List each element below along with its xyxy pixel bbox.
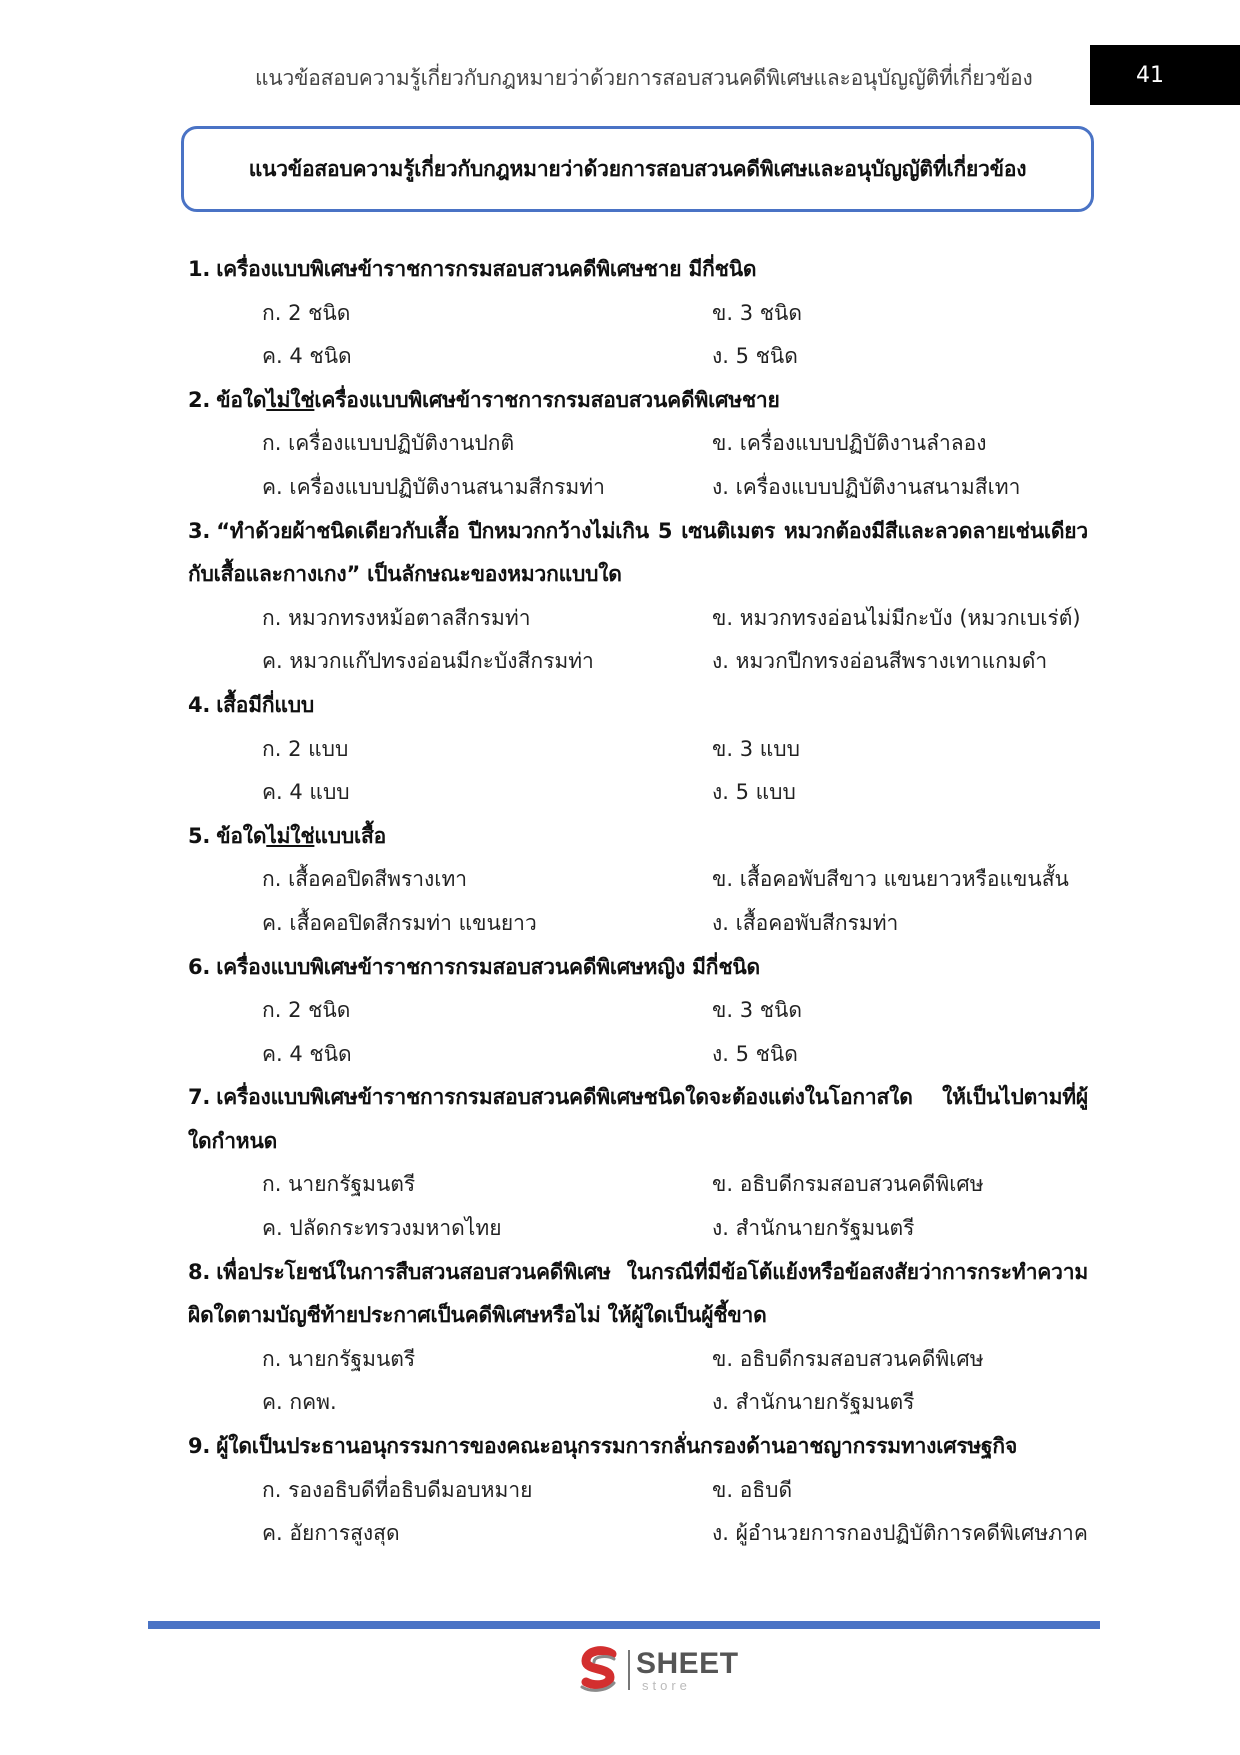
option-row xyxy=(188,1512,1088,1556)
question-stem: “ทำด้วยผ้าชนิดเดียวกับเสื้อ ปีกหมวกกว้างไม่เกิน 5 เซนติเมตร หมวกต้องมีสีและลวดลายเช่นเดียวกับเสื้อและกางเกง” เป็นลักษณะของหมวกแบบใด xyxy=(188,518,1088,587)
question-text xyxy=(188,1076,1088,1163)
question-3 xyxy=(188,510,1088,684)
option-row xyxy=(188,1033,1088,1077)
question-stem: เครื่องแบบพิเศษข้าราชการกรมสอบสวนคดีพิเศษหญิง มีกี่ชนิด xyxy=(216,954,760,979)
question-number: 3. xyxy=(188,518,211,543)
option-b: ข. 3 แบบ xyxy=(712,736,800,761)
option-d: ง. เสื้อคอพับสีกรมท่า xyxy=(712,910,899,935)
option-row xyxy=(188,858,1088,902)
option-row xyxy=(188,989,1088,1033)
question-number: 8. xyxy=(188,1259,211,1284)
option-b: ข. อธิบดีกรมสอบสวนคดีพิเศษ xyxy=(712,1172,984,1197)
option-a: ก. 2 ชนิด xyxy=(262,998,351,1023)
question-7 xyxy=(188,1076,1088,1250)
question-stem-pre: ข้อใด xyxy=(216,387,267,412)
question-8 xyxy=(188,1251,1088,1425)
option-c: ค. 4 ชนิด xyxy=(262,1041,352,1066)
option-a: ก. 2 แบบ xyxy=(262,736,349,761)
question-stem-post: เครื่องแบบพิเศษข้าราชการกรมสอบสวนคดีพิเศษชาย xyxy=(314,387,780,412)
option-d: ง. ผู้อำนวยการกองปฏิบัติการคดีพิเศษภาค xyxy=(712,1521,1088,1546)
question-1 xyxy=(188,248,1088,379)
option-b: ข. อธิบดี xyxy=(712,1477,793,1502)
option-row xyxy=(188,292,1088,336)
question-stem-underlined: ไม่ใช่ xyxy=(266,823,315,848)
option-a: ก. หมวกทรงหม้อตาลสีกรมท่า xyxy=(262,605,531,630)
question-number: 7. xyxy=(188,1085,211,1110)
option-a: ก. 2 ชนิด xyxy=(262,300,351,325)
option-row xyxy=(188,640,1088,684)
question-stem-underlined: ไม่ใช่ xyxy=(266,387,315,412)
page-title: แนวข้อสอบความรู้เกี่ยวกับกฎหมายว่าด้วยการสอบสวนคดีพิเศษและอนุบัญญัติที่เกี่ยวข้อง xyxy=(248,156,1027,181)
question-number: 6. xyxy=(188,954,211,979)
option-row xyxy=(188,771,1088,815)
question-stem: เพื่อประโยชน์ในการสืบสวนสอบสวนคดีพิเศษ ในกรณีที่มีข้อโต้แย้งหรือข้อสงสัยว่าการกระทำความผิดใดตามบัญชีท้ายประกาศเป็นคดีพิเศษหรือไม่ ให้ผู้ใดเป็นผู้ชี้ขาด xyxy=(188,1259,1088,1328)
option-row xyxy=(188,335,1088,379)
option-b: ข. เครื่องแบบปฏิบัติงานลำลอง xyxy=(712,431,987,456)
option-c: ค. เสื้อคอปิดสีกรมท่า แขนยาว xyxy=(262,910,537,935)
question-stem-pre: ข้อใด xyxy=(216,823,267,848)
question-stem: เครื่องแบบพิเศษข้าราชการกรมสอบสวนคดีพิเศษชาย มีกี่ชนิด xyxy=(216,257,757,281)
logo-text: SHEET xyxy=(636,1646,739,1680)
question-number: 4. xyxy=(188,692,211,717)
option-b: ข. อธิบดีกรมสอบสวนคดีพิเศษ xyxy=(712,1346,984,1371)
option-row xyxy=(188,1338,1088,1382)
question-text xyxy=(188,510,1088,597)
question-text xyxy=(188,684,1088,728)
option-c: ค. หมวกแก๊ปทรงอ่อนมีกะบังสีกรมท่า xyxy=(262,649,594,674)
option-a: ก. เสื้อคอปิดสีพรางเทา xyxy=(262,867,468,892)
option-row xyxy=(188,466,1088,510)
question-number: 9. xyxy=(188,1434,211,1459)
sheet-store-logo xyxy=(574,1645,744,1695)
question-number: 1. xyxy=(188,257,211,281)
logo-wordmark xyxy=(636,1646,739,1693)
option-a: ก. นายกรัฐมนตรี xyxy=(262,1172,416,1197)
question-stem-post: แบบเสื้อ xyxy=(314,823,386,848)
option-b: ข. 3 ชนิด xyxy=(712,300,802,325)
option-row xyxy=(188,1163,1088,1207)
question-9 xyxy=(188,1425,1088,1556)
option-a: ก. รองอธิบดีที่อธิบดีมอบหมาย xyxy=(262,1477,533,1502)
question-4 xyxy=(188,684,1088,815)
question-6 xyxy=(188,946,1088,1077)
option-c: ค. กคพ. xyxy=(262,1390,337,1415)
sheet-store-s-icon xyxy=(574,1645,624,1695)
option-c: ค. ปลัดกระทรวงมหาดไทย xyxy=(262,1216,502,1241)
option-b: ข. เสื้อคอพับสีขาว แขนยาวหรือแขนสั้น xyxy=(712,867,1069,892)
option-d: ง. เครื่องแบบปฏิบัติงานสนามสีเทา xyxy=(712,474,1021,499)
option-b: ข. หมวกทรงอ่อนไม่มีกะบัง (หมวกเบเร่ต์) xyxy=(712,605,1081,630)
question-text xyxy=(188,248,1088,292)
logo-subtext: store xyxy=(642,1677,691,1693)
question-text xyxy=(188,946,1088,990)
option-c: ค. อัยการสูงสุด xyxy=(262,1521,400,1546)
option-row xyxy=(188,1207,1088,1251)
question-text xyxy=(188,1251,1088,1338)
option-a: ก. นายกรัฐมนตรี xyxy=(262,1346,416,1371)
option-c: ค. 4 ชนิด xyxy=(262,344,352,369)
option-b: ข. 3 ชนิด xyxy=(712,998,802,1023)
question-list xyxy=(188,248,1088,1556)
option-d: ง. สำนักนายกรัฐมนตรี xyxy=(712,1390,915,1415)
option-row xyxy=(188,728,1088,772)
option-row xyxy=(188,1469,1088,1513)
logo-divider xyxy=(628,1650,630,1690)
footer-divider xyxy=(148,1621,1100,1629)
option-row xyxy=(188,597,1088,641)
question-number: 5. xyxy=(188,823,211,848)
option-d: ง. หมวกปีกทรงอ่อนสีพรางเทาแกมดำ xyxy=(712,649,1048,674)
question-text xyxy=(188,815,1088,859)
page-number: 41 xyxy=(1090,45,1240,105)
option-d: ง. 5 ชนิด xyxy=(712,344,798,369)
option-row xyxy=(188,1381,1088,1425)
question-5 xyxy=(188,815,1088,946)
question-text xyxy=(188,379,1088,423)
question-text xyxy=(188,1425,1088,1469)
option-c: ค. เครื่องแบบปฏิบัติงานสนามสีกรมท่า xyxy=(262,474,605,499)
option-row xyxy=(188,902,1088,946)
question-stem: เสื้อมีกี่แบบ xyxy=(216,692,314,717)
question-stem: เครื่องแบบพิเศษข้าราชการกรมสอบสวนคดีพิเศษชนิดใดจะต้องแต่งในโอกาสใด ให้เป็นไปตามที่ผู้ใดกำหนด xyxy=(188,1085,1088,1153)
running-header: แนวข้อสอบความรู้เกี่ยวกับกฎหมายว่าด้วยการสอบสวนคดีพิเศษและอนุบัญญัติที่เกี่ยวข้อง xyxy=(255,66,1033,90)
question-2 xyxy=(188,379,1088,510)
option-a: ก. เครื่องแบบปฏิบัติงานปกติ xyxy=(262,431,515,456)
option-d: ง. 5 ชนิด xyxy=(712,1041,798,1066)
title-box xyxy=(181,126,1094,212)
question-number: 2. xyxy=(188,387,211,412)
option-d: ง. สำนักนายกรัฐมนตรี xyxy=(712,1216,915,1241)
option-row xyxy=(188,422,1088,466)
option-d: ง. 5 แบบ xyxy=(712,780,796,805)
option-c: ค. 4 แบบ xyxy=(262,780,350,805)
question-stem: ผู้ใดเป็นประธานอนุกรรมการของคณะอนุกรรมการกลั่นกรองด้านอาชญากรรมทางเศรษฐกิจ xyxy=(216,1434,1018,1459)
